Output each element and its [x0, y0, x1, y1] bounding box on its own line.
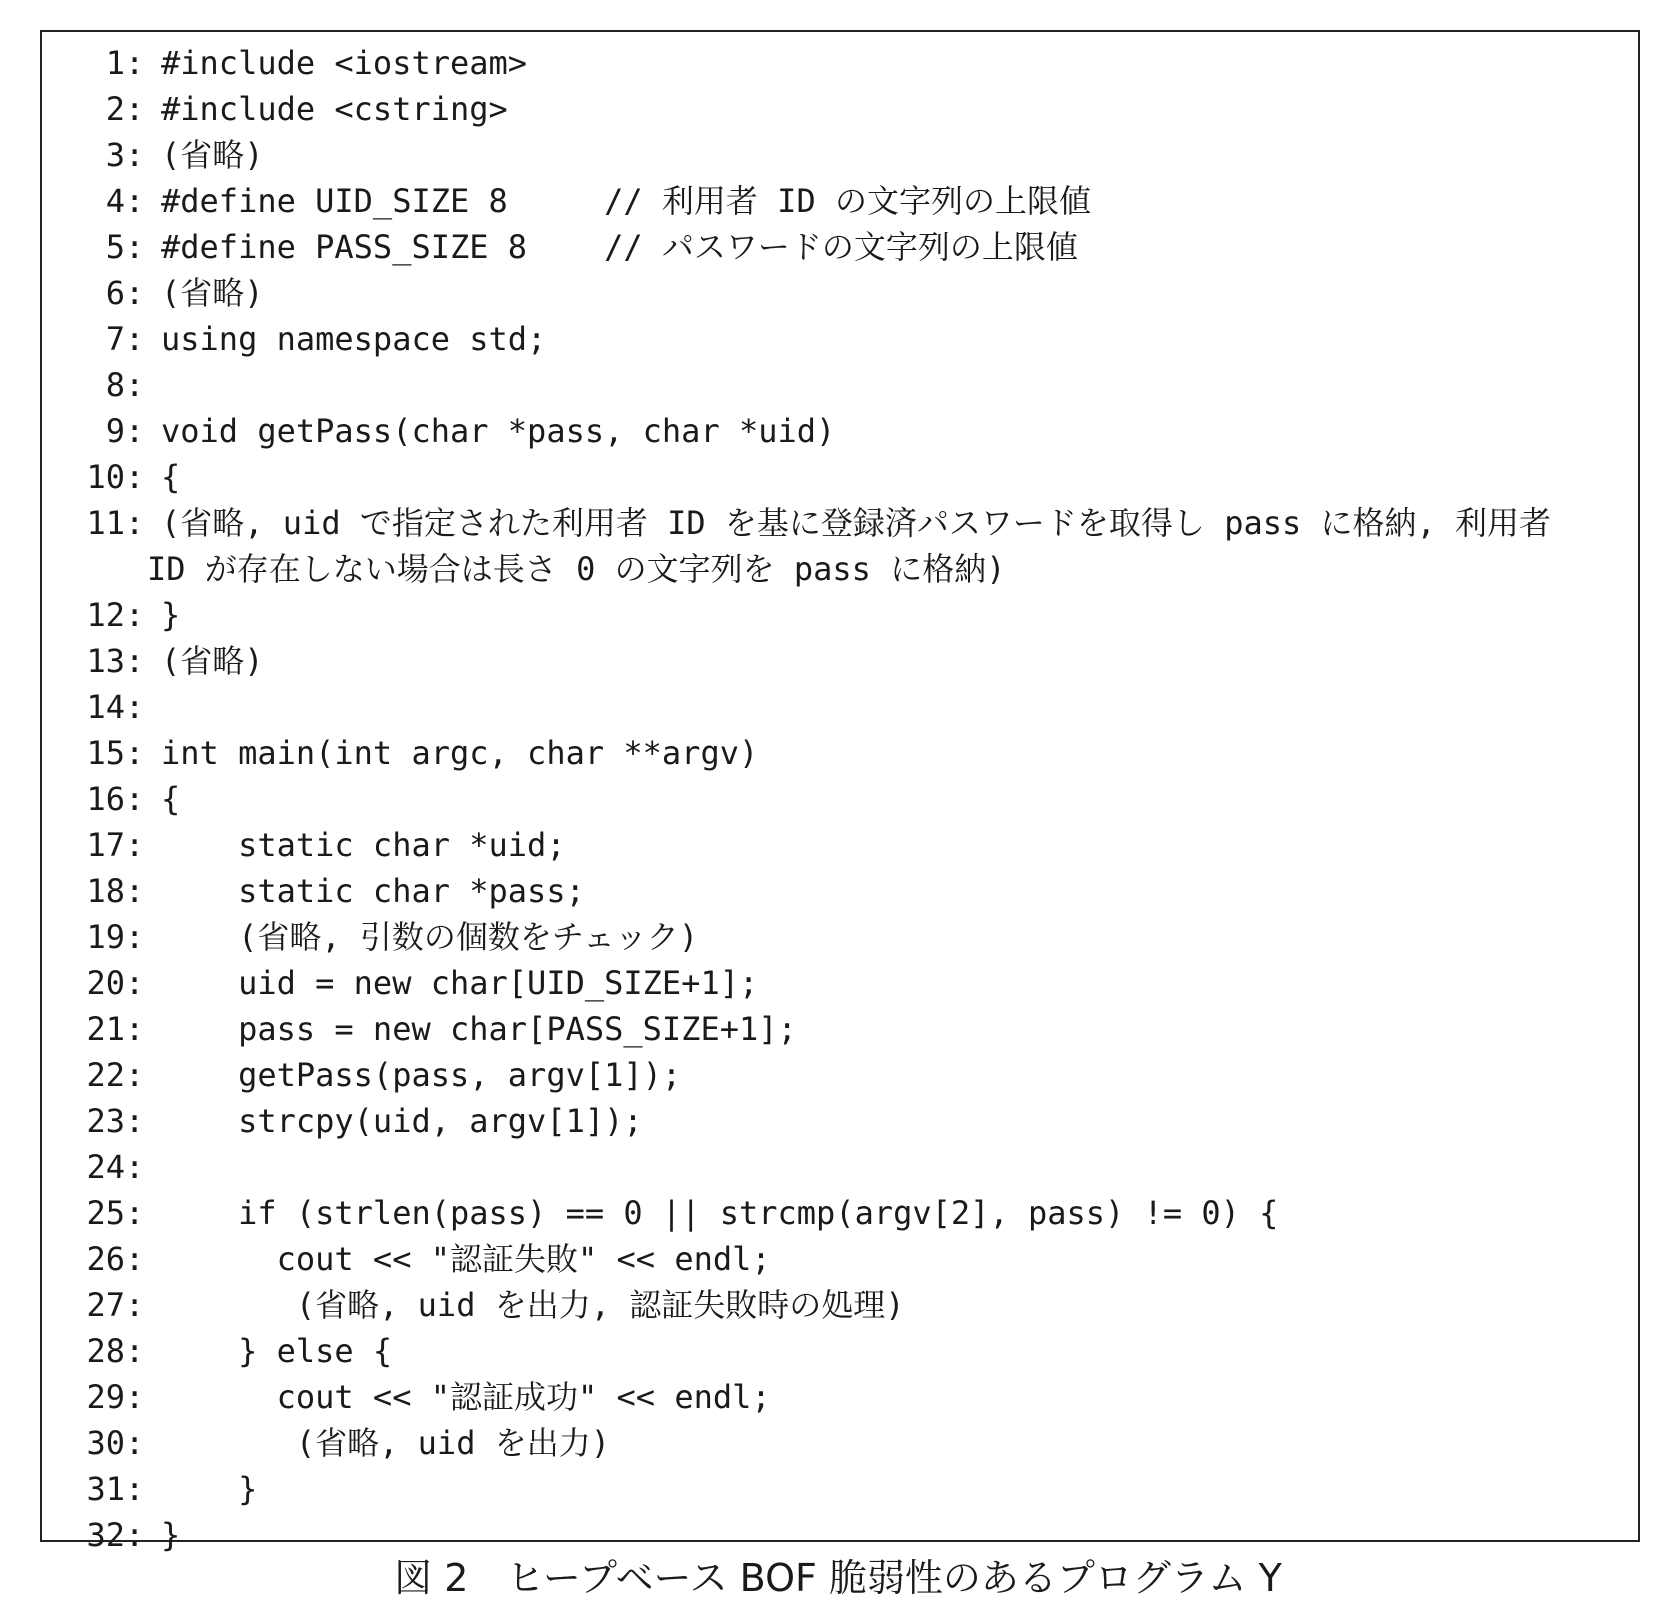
line-number-separator: : — [125, 1286, 145, 1324]
line-code — [161, 1006, 1638, 1052]
code-line — [42, 408, 1638, 454]
code-line — [42, 638, 1638, 684]
line-code-text: int main(int argc, char **argv) — [161, 734, 759, 772]
line-number: 31 — [86, 1470, 125, 1508]
line-code — [161, 86, 1638, 132]
line-number-separator: : — [125, 504, 145, 542]
line-code-text: (省略) — [161, 642, 264, 680]
code-line — [42, 316, 1638, 362]
line-number: 13 — [86, 642, 125, 680]
line-code-text: (省略, 引数の個数をチェック) — [161, 918, 699, 956]
line-number-separator: : — [125, 642, 145, 680]
code-line — [42, 1144, 1638, 1190]
line-number-separator: : — [125, 1470, 145, 1508]
line-code — [161, 1328, 1638, 1374]
line-number: 19 — [86, 918, 125, 956]
figure-caption: 図 2 ヒープベース BOF 脆弱性のあるプログラム Y — [394, 1556, 1282, 1600]
code-line — [42, 1374, 1638, 1420]
line-code-text: void getPass(char *pass, char *uid) — [161, 412, 836, 450]
line-number-separator: : — [125, 826, 145, 864]
line-number-separator: : — [125, 320, 145, 358]
line-code-text: getPass(pass, argv[1]); — [161, 1056, 682, 1094]
code-line — [42, 362, 1638, 408]
line-code — [161, 1374, 1638, 1420]
line-number: 3 — [86, 136, 125, 174]
line-code-text: static char *uid; — [161, 826, 566, 864]
line-code — [161, 776, 1638, 822]
line-number: 18 — [86, 872, 125, 910]
line-number-separator: : — [125, 1010, 145, 1048]
line-code-text: (省略) — [161, 136, 264, 174]
line-code — [161, 362, 1638, 408]
line-number-separator: : — [125, 1516, 145, 1554]
code-line — [42, 1236, 1638, 1282]
line-code — [161, 1052, 1638, 1098]
line-code-text: } — [161, 1516, 181, 1554]
line-number-separator: : — [125, 1148, 145, 1186]
line-number: 14 — [86, 688, 125, 726]
line-number-separator: : — [125, 366, 145, 404]
code-line — [42, 1006, 1638, 1052]
line-number-separator: : — [125, 274, 145, 312]
line-code-text: cout << "認証成功" << endl; — [161, 1378, 771, 1416]
code-line — [42, 1420, 1638, 1466]
line-number: 7 — [86, 320, 125, 358]
line-code-continuation: ID が存在しない場合は長さ 0 の文字列を pass に格納) — [147, 550, 1006, 588]
code-line — [42, 1328, 1638, 1374]
line-code — [161, 270, 1638, 316]
code-line — [42, 500, 1638, 592]
line-code-text: #define PASS_SIZE 8 // パスワードの文字列の上限値 — [161, 228, 1078, 266]
code-line — [42, 868, 1638, 914]
line-code — [161, 868, 1638, 914]
code-line — [42, 822, 1638, 868]
code-line — [42, 1282, 1638, 1328]
line-code-text: (省略, uid を出力) — [161, 1424, 610, 1462]
line-number-separator: : — [125, 44, 145, 82]
code-line — [42, 454, 1638, 500]
line-number-separator: : — [125, 688, 145, 726]
line-number: 22 — [86, 1056, 125, 1094]
line-code-text: #include <iostream> — [161, 44, 528, 82]
line-number: 10 — [86, 458, 125, 496]
line-number-separator: : — [125, 458, 145, 496]
line-number-separator: : — [125, 228, 145, 266]
line-number: 1 — [86, 44, 125, 82]
line-code — [161, 408, 1638, 454]
line-number-separator: : — [125, 596, 145, 634]
line-number-separator: : — [125, 90, 145, 128]
code-line — [42, 1466, 1638, 1512]
line-number: 11 — [86, 504, 125, 542]
line-number: 23 — [86, 1102, 125, 1140]
line-code — [161, 960, 1638, 1006]
code-line — [42, 1098, 1638, 1144]
code-listing-box — [40, 30, 1640, 1554]
line-number: 32 — [86, 1516, 125, 1554]
line-code — [161, 1098, 1638, 1144]
code-line — [42, 960, 1638, 1006]
code-line — [42, 730, 1638, 776]
line-number: 24 — [86, 1148, 125, 1186]
line-number: 21 — [86, 1010, 125, 1048]
code-line — [42, 178, 1638, 224]
line-code — [161, 1282, 1638, 1328]
code-line — [42, 1190, 1638, 1236]
line-number: 20 — [86, 964, 125, 1002]
line-number-separator: : — [125, 964, 145, 1002]
line-code — [161, 40, 1638, 86]
line-code-text: if (strlen(pass) == 0 || strcmp(argv[2], pass) != 0) { — [161, 1194, 1279, 1232]
line-code-text: } — [161, 596, 181, 634]
line-code — [161, 454, 1638, 500]
code-line — [42, 86, 1638, 132]
line-code-text: } — [161, 1470, 258, 1508]
line-code — [161, 1190, 1638, 1236]
line-number-separator: : — [125, 734, 145, 772]
line-number: 5 — [86, 228, 125, 266]
line-number: 8 — [86, 366, 125, 404]
code-line — [42, 592, 1638, 638]
line-number-separator: : — [125, 1194, 145, 1232]
line-code — [161, 1144, 1638, 1190]
line-number-separator: : — [125, 412, 145, 450]
line-code-text: #include <cstring> — [161, 90, 508, 128]
line-number: 26 — [86, 1240, 125, 1278]
line-code — [161, 132, 1638, 178]
line-number: 4 — [86, 182, 125, 220]
line-number-separator: : — [125, 1102, 145, 1140]
line-code-text: cout << "認証失敗" << endl; — [161, 1240, 771, 1278]
line-code-text: using namespace std; — [161, 320, 547, 358]
line-number-separator: : — [125, 780, 145, 818]
line-number: 15 — [86, 734, 125, 772]
line-code — [161, 224, 1638, 270]
line-number-separator: : — [125, 918, 145, 956]
code-line — [42, 684, 1638, 730]
line-code — [161, 730, 1638, 776]
line-number-separator: : — [125, 1240, 145, 1278]
line-code-text: } else { — [161, 1332, 393, 1370]
line-number-separator: : — [125, 1056, 145, 1094]
line-code — [161, 638, 1638, 684]
line-code-text: (省略, uid で指定された利用者 ID を基に登録済パスワードを取得し pass に格納, 利用者 — [161, 504, 1552, 542]
line-number: 12 — [86, 596, 125, 634]
line-code-text: pass = new char[PASS_SIZE+1]; — [161, 1010, 797, 1048]
line-code — [161, 684, 1638, 730]
line-code-text: { — [161, 458, 181, 496]
line-number-separator: : — [125, 1378, 145, 1416]
line-number: 17 — [86, 826, 125, 864]
line-code-text: (省略, uid を出力, 認証失敗時の処理) — [161, 1286, 905, 1324]
line-number: 30 — [86, 1424, 125, 1462]
line-code-text: strcpy(uid, argv[1]); — [161, 1102, 643, 1140]
line-number: 28 — [86, 1332, 125, 1370]
line-code-text: (省略) — [161, 274, 264, 312]
line-code-text: #define UID_SIZE 8 // 利用者 ID の文字列の上限値 — [161, 182, 1091, 220]
line-number-separator: : — [125, 1332, 145, 1370]
line-number: 2 — [86, 90, 125, 128]
line-code — [147, 500, 1638, 592]
code-line — [42, 270, 1638, 316]
line-number-separator: : — [125, 182, 145, 220]
code-line — [42, 40, 1638, 86]
line-code — [161, 1236, 1638, 1282]
line-number: 6 — [86, 274, 125, 312]
line-number: 9 — [86, 412, 125, 450]
line-code-text: uid = new char[UID_SIZE+1]; — [161, 964, 759, 1002]
code-lines — [42, 40, 1638, 1558]
code-line — [42, 1052, 1638, 1098]
line-number-separator: : — [125, 136, 145, 174]
line-number: 29 — [86, 1378, 125, 1416]
line-code — [161, 1420, 1638, 1466]
code-line — [42, 914, 1638, 960]
code-line — [42, 776, 1638, 822]
line-code — [161, 822, 1638, 868]
code-line — [42, 224, 1638, 270]
line-code-text: static char *pass; — [161, 872, 585, 910]
line-number: 27 — [86, 1286, 125, 1324]
line-number-separator: : — [125, 1424, 145, 1462]
line-code-text: { — [161, 780, 181, 818]
line-code — [161, 914, 1638, 960]
line-number: 25 — [86, 1194, 125, 1232]
line-number-separator: : — [125, 872, 145, 910]
code-line — [42, 132, 1638, 178]
line-code — [161, 178, 1638, 224]
line-code — [161, 316, 1638, 362]
line-number: 16 — [86, 780, 125, 818]
line-code — [161, 1466, 1638, 1512]
line-code — [161, 592, 1638, 638]
